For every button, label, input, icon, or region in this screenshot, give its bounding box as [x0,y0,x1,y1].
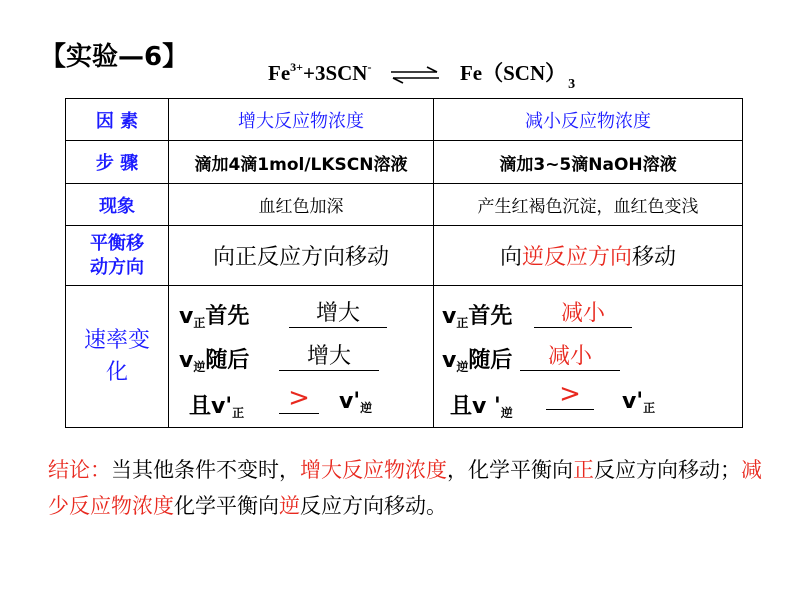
compare-symbol: > [279,383,319,414]
equilibrium-arrows-icon [389,66,441,84]
shift-decrease-pre: 向 [499,245,522,270]
phenomenon-label: 现象 [66,184,169,226]
v-symbol: v [179,347,194,373]
rate-label [66,286,169,428]
shift-label-line1: 平衡移 [90,232,144,254]
experiment-title: 【实验—6】 [40,42,189,72]
col-increase-header: 增大反应物浓度 [169,99,434,141]
eq-scn-charge: - [367,60,372,74]
steps-decrease: 滴加3~5滴NaOH溶液 [434,141,743,184]
eq-scn: +3SCN [303,61,368,85]
shift-decrease-highlight: 逆反应方向 [521,245,632,270]
compare-symbol: > [546,379,594,410]
col-decrease-header: 减小反应物浓度 [434,99,743,141]
blank-answer: 增大 [279,339,379,371]
rate-decrease-row1 [434,291,742,335]
conclusion-part: 反应方向移动； [594,458,741,482]
conclusion-text [48,452,768,524]
eq-product: Fe（SCN） [459,61,567,85]
table-row-header [66,99,743,141]
rate-text: 首先 [468,303,513,329]
v-sub: 正 [193,315,206,330]
rate-text: 首先 [205,303,250,329]
shift-label [66,226,169,286]
blank-answer: 增大 [289,296,387,328]
v-symbol: v [442,347,457,373]
v-sub: 逆 [500,405,513,420]
rate-compare-v2: v' [339,388,361,414]
rate-increase-row1 [169,291,433,335]
table-row-phenomenon [66,184,743,226]
v-sub: 正 [643,400,656,415]
conclusion-part: 当其他条件不变时， [111,458,300,482]
conclusion-part: ，化学平衡向 [447,458,573,482]
rate-increase [169,286,434,428]
rate-increase-row2 [169,335,433,379]
eq-fe: Fe [268,61,291,85]
table-row-steps [66,141,743,184]
phenomenon-increase: 血红色加深 [169,184,434,226]
table-row-rate [66,286,743,428]
conclusion-highlight: 减少反应物浓度 [48,458,762,518]
shift-decrease-post: 移动 [632,245,677,270]
conclusion-label: 结论： [48,458,111,482]
blank-answer: 减小 [534,296,632,328]
eq-product-sub: 3 [568,77,576,92]
rate-compare-pre: 且v ' [450,393,501,419]
phenomenon-decrease: 产生红褐色沉淀，血红色变浅 [434,184,743,226]
experiment-table [65,98,743,428]
shift-label-line2: 动方向 [90,256,144,278]
v-sub: 正 [232,405,245,420]
conclusion-highlight: 逆 [279,494,300,518]
eq-fe-charge: 3+ [290,60,303,74]
conclusion-highlight: 正 [573,458,594,482]
shift-decrease [434,226,743,286]
v-sub: 正 [456,315,469,330]
conclusion-part: 化学平衡向 [174,494,279,518]
rate-compare-v2: v' [622,388,644,414]
rate-label-line2: 化 [105,359,128,385]
rate-decrease-row2 [434,335,742,379]
rate-label-line1: 速率变 [83,327,150,353]
v-sub: 逆 [360,400,373,415]
rate-text: 随后 [468,347,513,373]
shift-increase: 向正反应方向移动 [169,226,434,286]
rate-decrease [434,286,743,428]
v-sub: 逆 [193,359,206,374]
v-symbol: v [442,303,457,329]
v-sub: 逆 [456,359,469,374]
conclusion-highlight: 增大反应物浓度 [300,458,447,482]
rate-increase-row3 [169,379,433,423]
rate-text: 随后 [205,347,250,373]
steps-label: 步 骤 [66,141,169,184]
rate-compare-pre: 且v' [189,393,233,419]
v-symbol: v [179,303,194,329]
conclusion-part: 反应方向移动。 [300,494,447,518]
blank-answer: 减小 [520,339,620,371]
steps-increase: 滴加4滴1mol/LKSCN溶液 [169,141,434,184]
factor-label: 因 素 [66,99,169,141]
reaction-equation [268,57,576,92]
rate-decrease-row3 [434,379,742,423]
table-row-shift [66,226,743,286]
